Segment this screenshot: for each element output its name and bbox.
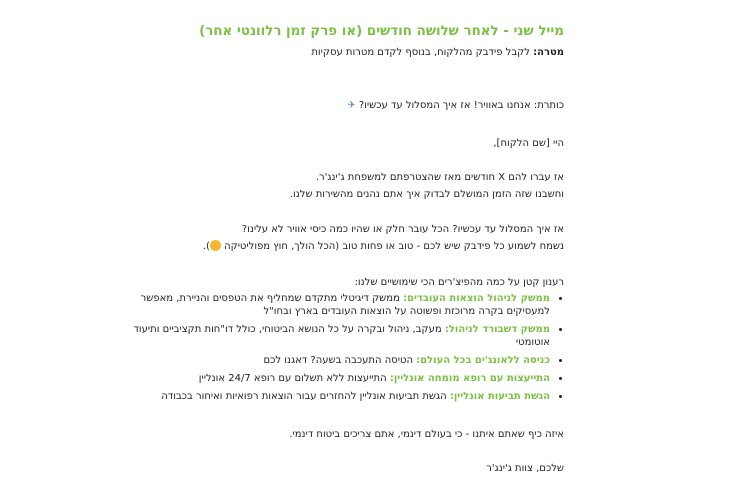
feature-title: התייעצות עם רופא מומחה אונליין: bbox=[389, 373, 550, 384]
subject-line bbox=[347, 99, 564, 112]
paragraph-2-line-1: אז איך המסלול עד עכשיו? הכל עובר חלק או שהיו כמה כיסי אוויר לא עלינו? bbox=[241, 224, 564, 235]
feature-title: ממשק לניהול הוצאות העובדים: bbox=[403, 293, 550, 304]
feature-text: מעקב, ניהול ובקרה על כל הנושא הביטוחי, כולל דו"חות תקציביים ותיעוד אוטומטי bbox=[133, 324, 550, 348]
signature: שלכם, צוות ג'ינג'ר bbox=[486, 463, 564, 474]
goal-label: מטרה: bbox=[533, 47, 564, 58]
feature-text: הגשת תביעות אונליין להחזרים עבור הוצאות רפואיות ואיחור בכבודה bbox=[161, 391, 450, 402]
paragraph-2-line-2-end: ). bbox=[202, 241, 210, 252]
goal-text: לקבל פידבק מהלקוח, בנוסף לקדם מטרות עסקיות bbox=[311, 47, 534, 58]
feature-title: הגשת תביעות אונליין: bbox=[449, 391, 550, 402]
feature-item bbox=[130, 390, 550, 403]
paragraph-1-line-1: אז עברו להם X חודשים מאז שהצטרפתם למשפחת ג'ינג'ר. bbox=[315, 172, 564, 183]
feature-text: ממשק דיגיטלי מתקדם שמחליף את הטפסים והניירת, מאפשר למעסיקים בקרה מרוכזת ופשוטה על הוצאות העובדים בארץ ובחו"ל bbox=[140, 293, 550, 317]
winking-face-icon bbox=[210, 240, 221, 251]
feature-text: התייעצות ללא תשלום עם רופא 24/7 אונליין bbox=[198, 373, 390, 384]
feature-item bbox=[130, 292, 550, 318]
paragraph-1-line-2: וחשבנו שזה הזמן המושלם לבדוק איך אתם נהנים מהשירות שלנו. bbox=[289, 189, 564, 200]
feature-item bbox=[130, 354, 550, 367]
feature-title: כניסה ללאונג'ים בכל העולם: bbox=[416, 355, 550, 366]
feature-text: הטיסה התעכבה בשעה? דאגנו לכם bbox=[263, 355, 417, 366]
paragraph-2-line-2-text: נשמח לשמוע כל פידבק שיש לכם - טוב או פחות טוב (הכל הולך, חוץ מפוליטיקה bbox=[220, 241, 564, 252]
feature-item bbox=[130, 372, 550, 385]
paragraph-2-line-2 bbox=[203, 240, 564, 253]
goal-line bbox=[311, 46, 564, 59]
closing-line: איזה כיף שאתם איתנו - כי בעולם דינמי, אתם צריכים ביטוח דינמי. bbox=[289, 429, 564, 440]
greeting: היי [שם הלקוח], bbox=[493, 138, 564, 149]
feature-title: ממשק דשבורד לניהול: bbox=[444, 324, 550, 335]
email-title: מייל שני - לאחר שלושה חודשים (או פרק זמן רלוונטי אחר) bbox=[199, 24, 564, 39]
feature-item bbox=[130, 323, 550, 349]
airplane-icon: ✈ bbox=[347, 100, 356, 111]
features-intro: רענון קטן על כמה מהפיצ'רים הכי שימושיים שלנו: bbox=[354, 277, 564, 288]
subject-text: כותרת: אנחנו באוויר! אז איך המסלול עד עכשיו? bbox=[355, 100, 564, 111]
features-list bbox=[130, 292, 564, 408]
